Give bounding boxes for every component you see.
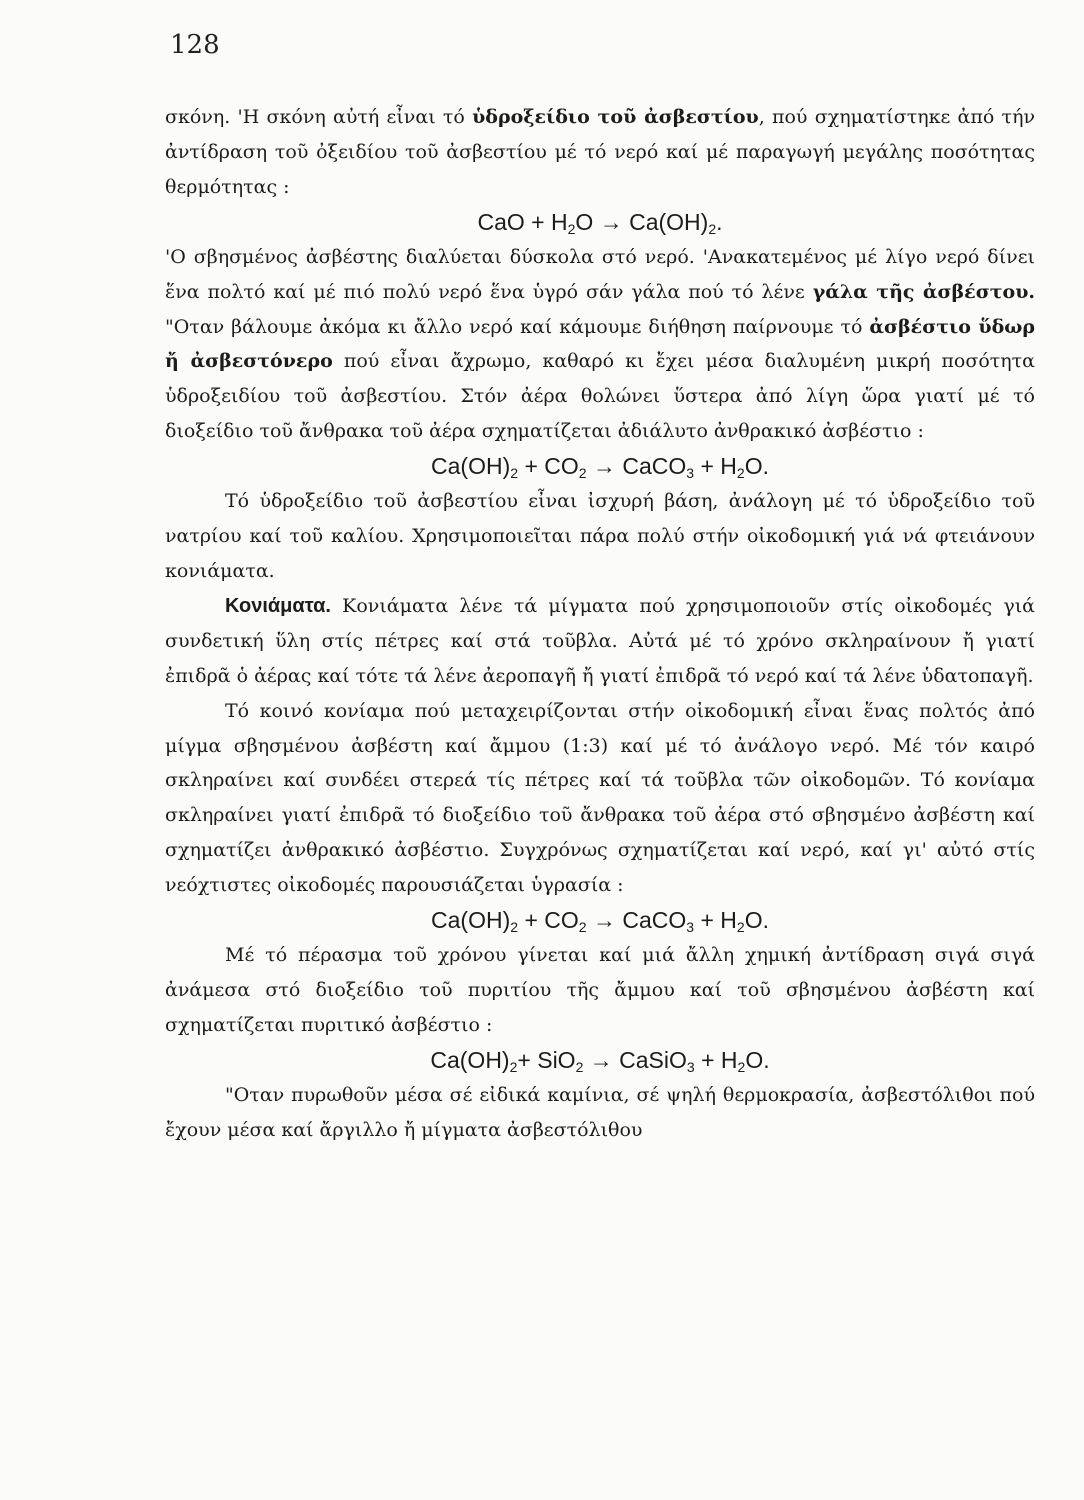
body-text xyxy=(165,100,1035,1148)
text-run: πού εἶναι ἄχρωμο, καθαρό κι ἔχει μέσα διαλυμένη μικρή ποσότητα ὑδροξειδίου τοῦ ἀσβεστίου. Στόν ἀέρα θολώνει ὕστερα ἀπό λίγη ὥρα γιατί μέ τό διοξείδιο τοῦ ἄνθρακα τοῦ ἀέρα σχηματίζεται ἀδιάλυτο ἀνθρακικό ἀσβέστιο : xyxy=(165,350,1036,443)
paragraph: "Οταν πυρωθοῦν μέσα σέ εἰδικά καμίνια, σέ ψηλή θερμοκρασία, ἀσβεστόλιθοι πού ἔχουν μέσα καί ἄργιλλο ἤ μίγματα ἀσβεστόλιθου xyxy=(165,1083,1035,1141)
equation xyxy=(165,205,1035,240)
paragraph: Τό κοινό κονίαμα πού μεταχειρίζονται στήν οἰκοδομική εἶναι ἕνας πολτός ἀπό μίγμα σβησμένου ἀσβέστη καί ἄμμου (1:3) καί μέ τό ἀνάλογο νερό. Μέ τόν καιρό σκληραίνει καί συνδέει στερεά τίς πέτρες καί τά τοῦβλα τῶν οἰκοδομῶν. Τό κονίαμα σκληραίνει γιατί ἐπιδρᾶ τό διοξείδιο τοῦ ἄνθρακα τοῦ ἀέρα στό σβησμένο ἀσβέστη καί σχηματίζει ἀνθρακικό ἀσβέστιο. Συγχρόνως σχηματίζεται καί νερό, καί γι' αὐτό στίς νεόχτιστες οἰκοδομές παρουσιάζεται ὑγρασία : xyxy=(165,699,1035,897)
bold-term: γάλα τῆς ἀσβέστου. xyxy=(812,280,1035,303)
eq-subscript: 2 xyxy=(737,1058,746,1075)
paragraph xyxy=(165,589,1035,694)
eq-subscript: 2 xyxy=(736,919,745,936)
eq-subscript: 2 xyxy=(510,465,519,482)
equation xyxy=(165,903,1035,938)
eq-part: Ca(OH) xyxy=(430,1046,510,1073)
eq-part: O. xyxy=(745,1046,770,1073)
paragraph xyxy=(165,100,1035,205)
eq-subscript: 2 xyxy=(708,220,717,237)
eq-subscript: 2 xyxy=(578,465,587,482)
eq-part: + H xyxy=(694,453,737,480)
eq-part: CaO + H xyxy=(477,208,568,235)
text-run: σκόνη. 'Η σκόνη αὐτή εἶναι τό xyxy=(165,106,473,128)
equation xyxy=(165,449,1035,484)
eq-part: → CaCO xyxy=(586,453,687,480)
bold-term: ἀσβέστιο ὕδωρ ἤ ἀσβεστόνερο xyxy=(165,315,1036,373)
eq-part: + H xyxy=(694,907,737,934)
eq-subscript: 2 xyxy=(578,919,587,936)
eq-part: + CO xyxy=(518,907,579,934)
eq-subscript: 3 xyxy=(686,919,695,936)
eq-subscript: 2 xyxy=(736,465,745,482)
eq-part: + CO xyxy=(518,453,579,480)
paragraph: Τό ὑδροξείδιο τοῦ ἀσβεστίου εἶναι ἰσχυρή βάση, ἀνάλογη μέ τό ὑδροξείδιο τοῦ νατρίου καί τοῦ καλίου. Χρησιμοποιεῖται πάρα πολύ στήν οἰκοδομική γιά νά φτειάνουν κονιάματα. xyxy=(165,490,1035,582)
text-run: "Οταν βάλουμε ἀκόμα κι ἄλλο νερό καί κάμουμε διήθηση παίρνουμε τό xyxy=(165,315,870,338)
eq-subscript: 3 xyxy=(686,465,695,482)
eq-part: . xyxy=(716,208,723,235)
eq-part: O. xyxy=(744,453,769,480)
eq-part: + H xyxy=(694,1046,738,1073)
eq-part: → CaSiO xyxy=(583,1046,687,1073)
section-heading: Κονιάματα. xyxy=(225,594,331,617)
eq-part: O → Ca(OH) xyxy=(575,208,709,235)
text-run: Κονιάματα λένε τά μίγματα πού χρησιμοποιοῦν στίς οἰκοδομές γιά συνδετική ὕλη στίς πέτρες καί στά τοῦβλα. Αὐτά μέ τό χρόνο σκληραίνουν ἤ γιατί ἐπιδρᾶ ὁ ἀέρας καί τότε τά λένε ἀεροπαγῆ ἤ γιατί ἐπιδρᾶ τό νερό καί τά λένε ὑδατοπαγῆ. xyxy=(165,594,1035,687)
eq-part: + SiO xyxy=(517,1046,576,1073)
bold-term: ὑδροξείδιο τοῦ ἀσβεστίου xyxy=(472,106,759,128)
eq-part: O. xyxy=(744,907,769,934)
eq-subscript: 2 xyxy=(575,1058,584,1075)
eq-part: Ca(OH) xyxy=(431,453,511,480)
text-run: 'Ο σβησμένος ἀσβέστης διαλύεται δύσκολα στό νερό. 'Ανακατεμένος μέ λίγο νερό δίνει ἕνα πολτό καί μέ πιό πολύ νερό ἕνα ὑγρό σάν γάλα πού τό λένε xyxy=(165,245,1035,303)
eq-subscript: 2 xyxy=(567,220,576,237)
eq-subscript: 2 xyxy=(509,1058,518,1075)
eq-subscript: 2 xyxy=(510,919,519,936)
equation xyxy=(165,1043,1035,1078)
eq-part: Ca(OH) xyxy=(431,907,511,934)
page-number: 128 xyxy=(170,30,220,60)
paragraph: Μέ τό πέρασμα τοῦ χρόνου γίνεται καί μιά ἄλλη χημική ἀντίδραση σιγά σιγά ἀνάμεσα στό διοξείδιο τοῦ πυριτίου τῆς ἄμμου καί τοῦ σβησμένου ἀσβέστη καί σχηματίζεται πυριτικό ἀσβέστιο : xyxy=(165,944,1035,1036)
text-run: , πού σχηματίστηκε ἀπό τήν ἀντίδραση τοῦ ὀξειδίου τοῦ ἀσβεστίου μέ τό νερό καί μέ παραγωγή μεγάλης ποσότητας θερμότητας : xyxy=(165,106,1036,198)
eq-part: → CaCO xyxy=(586,907,687,934)
paragraph xyxy=(165,240,1035,449)
eq-subscript: 3 xyxy=(686,1058,695,1075)
